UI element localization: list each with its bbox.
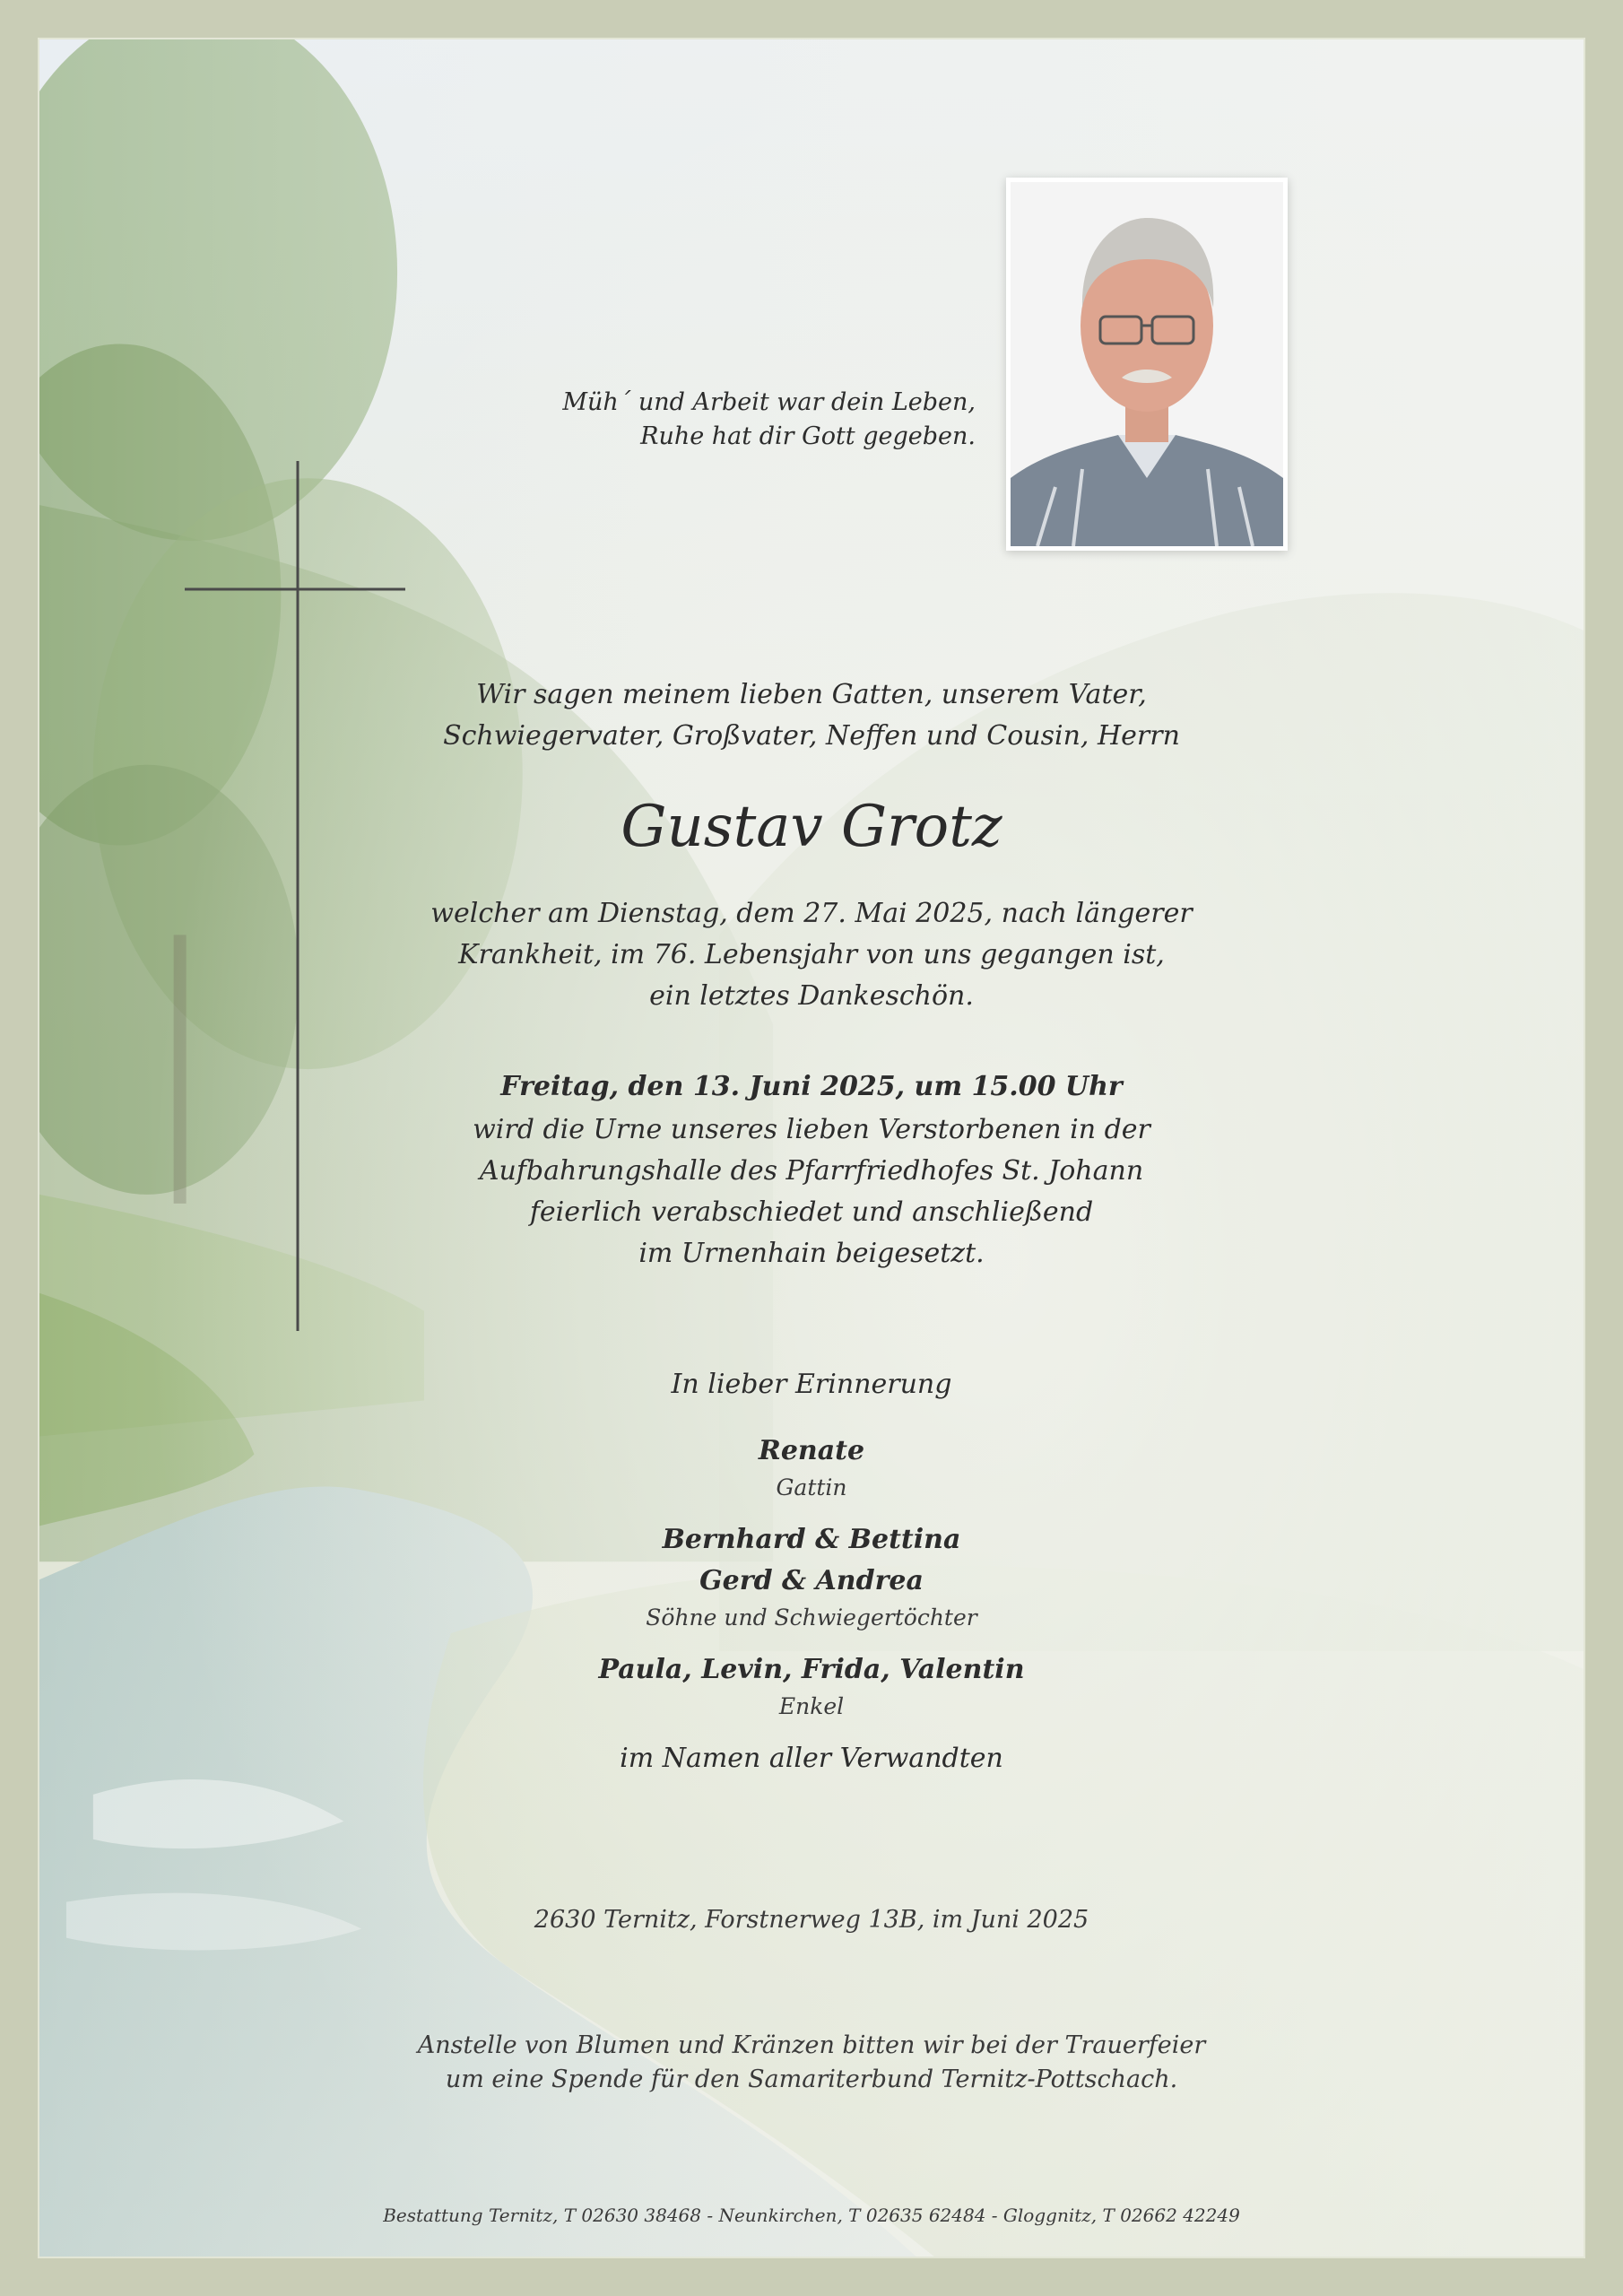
portrait-photo <box>1006 178 1288 551</box>
mourner-children-2: Gerd & Andrea <box>699 1565 924 1596</box>
ceremony-line-3: feierlich verabschiedet und anschließend <box>529 1196 1094 1228</box>
ceremony-line-4: im Urnenhain beigesetzt. <box>638 1238 985 1269</box>
death-text-line-2: Krankheit, im 76. Lebensjahr von uns gegangen ist, <box>458 939 1165 970</box>
address-line: 2630 Ternitz, Forstnerweg 13B, im Juni 2025 <box>534 1906 1089 1934</box>
mourner-children-1: Bernhard & Bettina <box>662 1524 961 1555</box>
obituary-card <box>38 38 1585 2258</box>
death-text-line-1: welcher am Dienstag, dem 27. Mai 2025, nach längerer <box>430 898 1193 929</box>
deceased-name: Gustav Grotz <box>621 794 1002 860</box>
ceremony-line-1: wird die Urne unseres lieben Verstorbenen in der <box>473 1114 1150 1145</box>
ceremony-line-2: Aufbahrungshalle des Pfarrfriedhofes St. Johann <box>479 1155 1144 1187</box>
mourner-children-role: Söhne und Schwiegertöchter <box>646 1605 977 1631</box>
ceremony-date: Freitag, den 13. Juni 2025, um 15.00 Uhr <box>500 1071 1123 1102</box>
mourner-grandchildren: Paula, Levin, Frida, Valentin <box>598 1654 1025 1685</box>
motto-verse <box>562 386 976 454</box>
mourner-wife: Renate <box>758 1435 865 1466</box>
mourner-grandchildren-role: Enkel <box>778 1693 845 1719</box>
intro-line-2: Schwiegervater, Großvater, Neffen und Cousin, Herrn <box>443 720 1180 752</box>
mourner-relatives: im Namen aller Verwandten <box>620 1743 1003 1774</box>
death-text-line-3: ein letztes Dankeschön. <box>649 980 974 1012</box>
donation-line-2: um eine Spende für den Samariterbund Ternitz-Pottschach. <box>445 2066 1178 2093</box>
mourners-heading: In lieber Erinnerung <box>671 1369 952 1400</box>
donation-line-1: Anstelle von Blumen und Kränzen bitten wir bei der Trauerfeier <box>417 2031 1206 2059</box>
footer-contacts: Bestattung Ternitz, T 02630 38468 - Neunkirchen, T 02635 62484 - Gloggnitz, T 02662 42249 <box>383 2205 1240 2226</box>
intro-line-1: Wir sagen meinem lieben Gatten, unserem Vater, <box>476 679 1147 710</box>
motto-line-1: Müh´ und Arbeit war dein Leben, <box>562 388 976 416</box>
motto-line-2: Ruhe hat dir Gott gegeben. <box>640 422 976 450</box>
mourner-wife-role: Gattin <box>776 1474 847 1500</box>
